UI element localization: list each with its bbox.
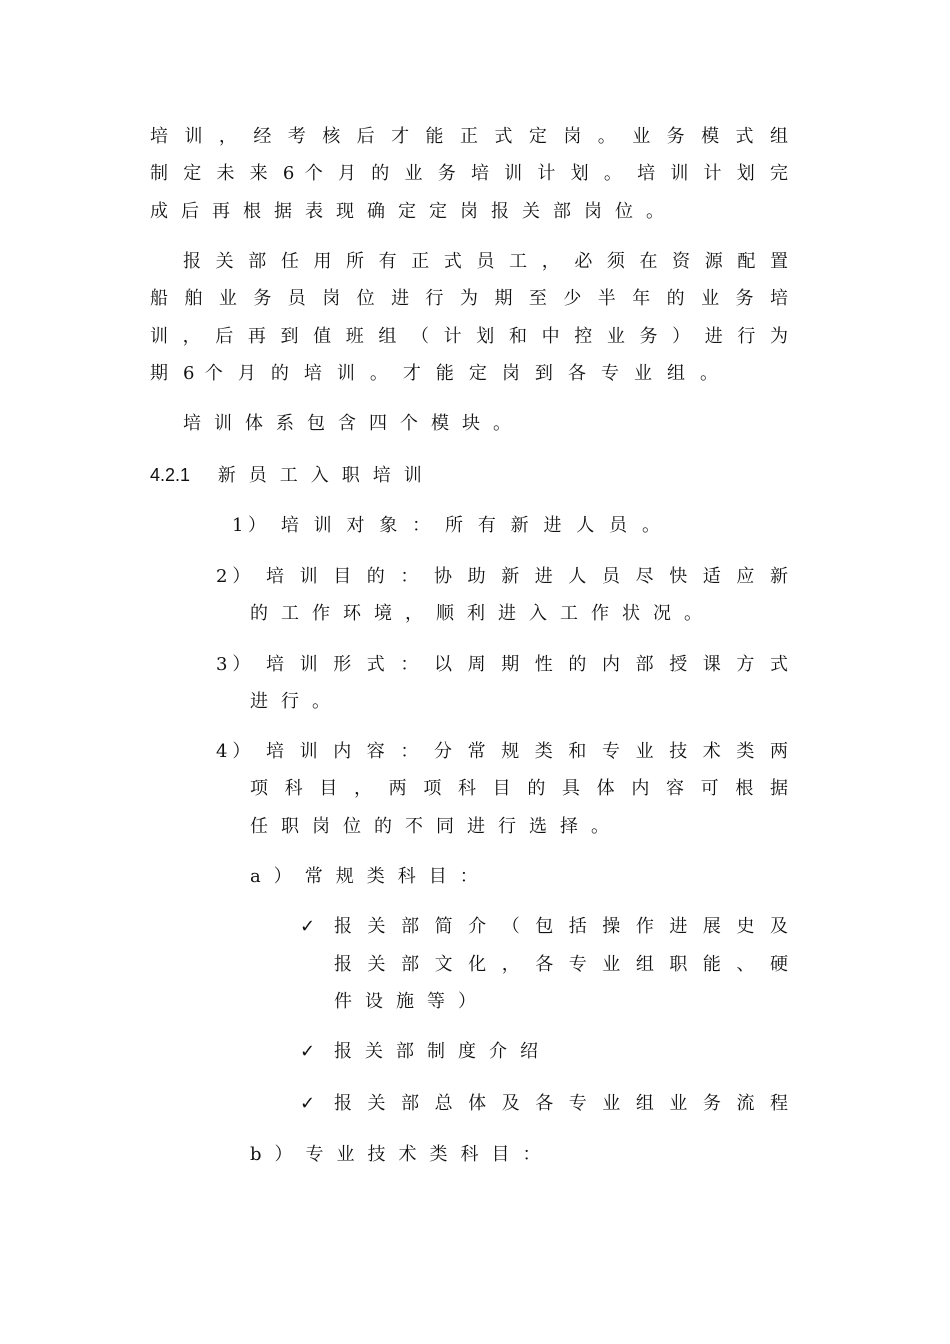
paragraph2-line1: 报 关 部 任 用 所 有 正 式 员 工 ， 必 须 在 资 源 配 置 <box>183 251 788 272</box>
sub-b-label: b）专业技术类科目： <box>250 1144 554 1165</box>
sub-a-label: a）常规类科目： <box>250 866 491 887</box>
list-item-4-line3: 任职岗位的不同进行选择。 <box>250 816 622 837</box>
checkmark-icon: ✓ <box>300 916 316 937</box>
sub-a-bullet1-line2: 报 关 部 文 化 ， 各 专 业 组 职 能 、 硬 <box>334 954 788 975</box>
paragraph1-line1: 培 训 ， 经 考 核 后 才 能 正 式 定 岗 。 业 务 模 式 组 <box>150 126 788 147</box>
list-item-4-line2: 项 科 目 ， 两 项 科 目 的 具 体 内 容 可 根 据 <box>250 778 788 799</box>
list-item-2-line1: 2） 培 训 目 的 ： 协 助 新 进 人 员 尽 快 适 应 新 <box>216 566 788 587</box>
list-item-4-line1: 4） 培 训 内 容 ： 分 常 规 类 和 专 业 技 术 类 两 <box>216 741 788 762</box>
list-item-3-line1: 3） 培 训 形 式 ： 以 周 期 性 的 内 部 授 课 方 式 <box>216 654 788 675</box>
sub-a-bullet3: 报 关 部 总 体 及 各 专 业 组 业 务 流 程 <box>334 1093 788 1114</box>
section-heading <box>150 463 435 488</box>
sub-a-bullet1-line3: 件设施等） <box>334 991 489 1012</box>
checkmark-icon: ✓ <box>300 1093 316 1114</box>
section-number: 4.2.1 <box>150 465 191 485</box>
paragraph1-line3: 成后再根据表现确定定岗报关部岗位。 <box>150 201 677 222</box>
paragraph3: 培训体系包含四个模块。 <box>183 413 524 434</box>
sub-a-bullet2: 报关部制度介绍 <box>334 1041 551 1062</box>
paragraph2-line4: 期 6 个 月 的 培 训 。 才 能 定 岗 到 各 专 业 组 。 <box>150 363 718 384</box>
paragraph2-line3: 训 ， 后 再 到 值 班 组 （ 计 划 和 中 控 业 务 ） 进 行 为 <box>150 326 788 347</box>
section-title: 新员工入职培训 <box>217 465 435 486</box>
paragraph1-line2: 制 定 未 来 6 个 月 的 业 务 培 训 计 划 。 培 训 计 划 完 <box>150 163 788 184</box>
list-item-3-line2: 进行。 <box>250 691 343 712</box>
list-item-2-line2: 的工作环境，顺利进入工作状况。 <box>250 603 715 624</box>
checkmark-icon: ✓ <box>300 1041 316 1062</box>
sub-a-bullet1-line1: 报 关 部 简 介 （ 包 括 操 作 进 展 史 及 <box>334 916 788 937</box>
list-item-1: 1） 培 训 对 象 ： 所 有 新 进 人 员 。 <box>232 515 660 536</box>
paragraph2-line2: 船 舶 业 务 员 岗 位 进 行 为 期 至 少 半 年 的 业 务 培 <box>150 288 788 309</box>
